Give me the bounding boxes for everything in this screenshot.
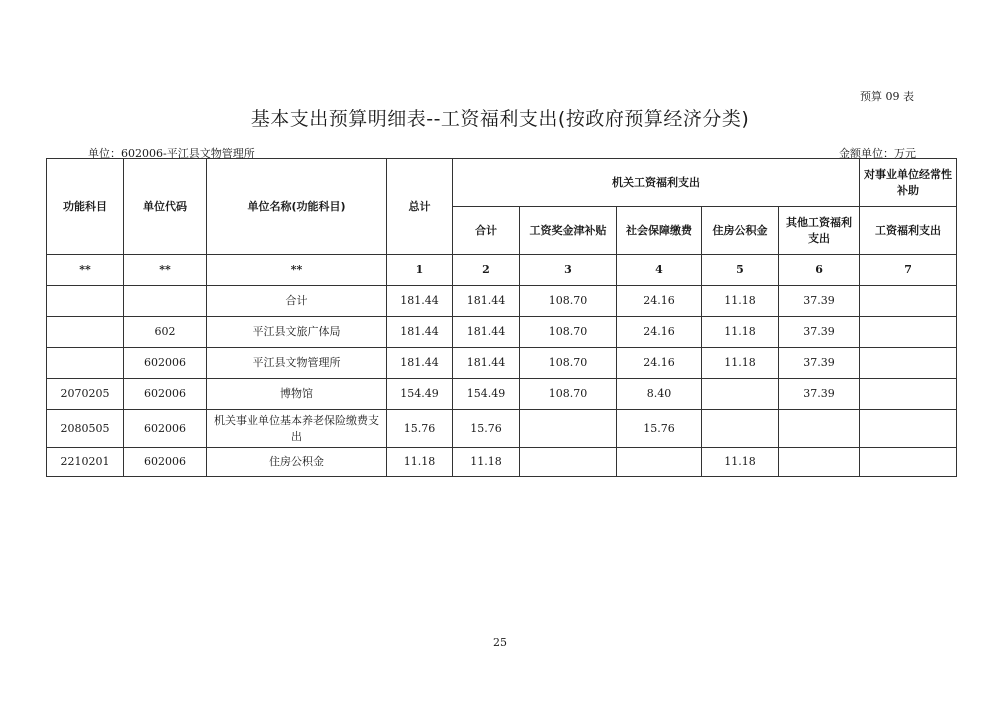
- column-number: 2: [453, 255, 520, 286]
- column-number: **: [47, 255, 124, 286]
- column-number: **: [207, 255, 387, 286]
- cell-subtotal: 181.44: [453, 348, 520, 379]
- cell-inst-wage: [860, 448, 957, 477]
- header-subtotal: 合计: [453, 207, 520, 255]
- header-unit-name: 单位名称(功能科目): [207, 159, 387, 255]
- cell-func-code: 2080505: [47, 410, 124, 448]
- cell-other: 37.39: [779, 348, 860, 379]
- header-inst-wage: 工资福利支出: [860, 207, 957, 255]
- cell-unit-name: 机关事业单位基本养老保险缴费支出: [207, 410, 387, 448]
- cell-inst-wage: [860, 410, 957, 448]
- cell-func-code: 2070205: [47, 379, 124, 410]
- header-housing-fund: 住房公积金: [702, 207, 779, 255]
- table-row: [47, 348, 957, 379]
- column-number: 4: [617, 255, 702, 286]
- cell-social: 24.16: [617, 286, 702, 317]
- cell-salary: 108.70: [520, 286, 617, 317]
- cell-unit-name: 合计: [207, 286, 387, 317]
- column-number: **: [124, 255, 207, 286]
- page-number: 25: [493, 636, 507, 649]
- cell-other: [779, 448, 860, 477]
- cell-salary: [520, 410, 617, 448]
- cell-housing: 11.18: [702, 448, 779, 477]
- cell-other: 37.39: [779, 286, 860, 317]
- cell-inst-wage: [860, 317, 957, 348]
- table-row: [47, 448, 957, 477]
- cell-salary: [520, 448, 617, 477]
- cell-other: 37.39: [779, 317, 860, 348]
- column-number: 1: [387, 255, 453, 286]
- table-row: [47, 317, 957, 348]
- cell-subtotal: 181.44: [453, 286, 520, 317]
- cell-unit-code: 602: [124, 317, 207, 348]
- cell-salary: 108.70: [520, 379, 617, 410]
- cell-unit-code: 602006: [124, 448, 207, 477]
- cell-total: 181.44: [387, 348, 453, 379]
- header-inst-subsidy-group: 对事业单位经常性补助: [860, 159, 957, 207]
- header-total: 总计: [387, 159, 453, 255]
- cell-total: 181.44: [387, 286, 453, 317]
- cell-salary: 108.70: [520, 348, 617, 379]
- cell-housing: 11.18: [702, 348, 779, 379]
- form-number: 预算 09 表: [860, 90, 914, 103]
- column-number: 5: [702, 255, 779, 286]
- cell-unit-code: 602006: [124, 379, 207, 410]
- cell-housing: 11.18: [702, 317, 779, 348]
- cell-subtotal: 11.18: [453, 448, 520, 477]
- cell-housing: [702, 379, 779, 410]
- table-row: [47, 379, 957, 410]
- cell-func-code: 2210201: [47, 448, 124, 477]
- cell-inst-wage: [860, 286, 957, 317]
- cell-subtotal: 154.49: [453, 379, 520, 410]
- cell-total: 181.44: [387, 317, 453, 348]
- column-number: 6: [779, 255, 860, 286]
- cell-unit-code: 602006: [124, 410, 207, 448]
- cell-social: 15.76: [617, 410, 702, 448]
- header-unit-code: 单位代码: [124, 159, 207, 255]
- cell-total: 11.18: [387, 448, 453, 477]
- table-row: [47, 410, 957, 448]
- cell-unit-name: 住房公积金: [207, 448, 387, 477]
- cell-housing: [702, 410, 779, 448]
- cell-subtotal: 15.76: [453, 410, 520, 448]
- cell-inst-wage: [860, 379, 957, 410]
- cell-subtotal: 181.44: [453, 317, 520, 348]
- cell-unit-name: 平江县文旅广体局: [207, 317, 387, 348]
- header-row-1: [47, 159, 957, 207]
- cell-unit-code: [124, 286, 207, 317]
- cell-unit-code: 602006: [124, 348, 207, 379]
- cell-func-code: [47, 317, 124, 348]
- cell-social: 8.40: [617, 379, 702, 410]
- cell-housing: 11.18: [702, 286, 779, 317]
- amount-unit-label: 金额单位：万元: [839, 147, 916, 160]
- header-social-security: 社会保障缴费: [617, 207, 702, 255]
- budget-table: [46, 158, 957, 477]
- cell-unit-name: 博物馆: [207, 379, 387, 410]
- unit-label: 单位：602006-平江县文物管理所: [88, 147, 255, 160]
- cell-social: 24.16: [617, 317, 702, 348]
- header-org-wage-group: 机关工资福利支出: [453, 159, 860, 207]
- cell-total: 154.49: [387, 379, 453, 410]
- header-salary: 工资奖金津补贴: [520, 207, 617, 255]
- column-number: 7: [860, 255, 957, 286]
- cell-unit-name: 平江县文物管理所: [207, 348, 387, 379]
- cell-inst-wage: [860, 348, 957, 379]
- header-func-subject: 功能科目: [47, 159, 124, 255]
- cell-func-code: [47, 286, 124, 317]
- column-number-row: [47, 255, 957, 286]
- table-row: [47, 286, 957, 317]
- cell-other: [779, 410, 860, 448]
- cell-social: 24.16: [617, 348, 702, 379]
- cell-func-code: [47, 348, 124, 379]
- header-other-wage: 其他工资福利支出: [779, 207, 860, 255]
- column-number: 3: [520, 255, 617, 286]
- cell-total: 15.76: [387, 410, 453, 448]
- cell-salary: 108.70: [520, 317, 617, 348]
- page-title: 基本支出预算明细表--工资福利支出(按政府预算经济分类): [250, 108, 750, 130]
- cell-other: 37.39: [779, 379, 860, 410]
- cell-social: [617, 448, 702, 477]
